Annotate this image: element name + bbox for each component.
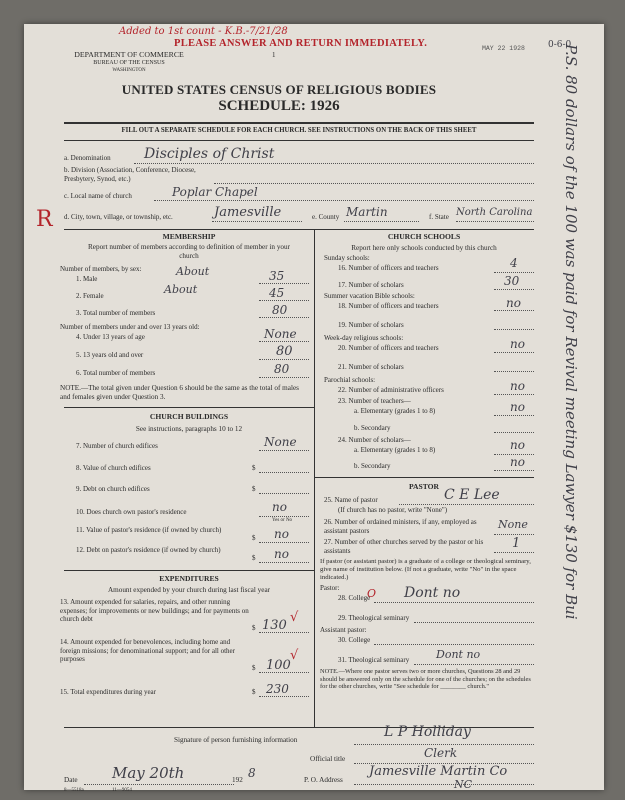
q24a-value: no	[510, 438, 525, 452]
schools-title: CHURCH SCHOOLS	[387, 232, 461, 241]
q11-dollar: $	[252, 534, 256, 542]
q14-label: 14. Amount expended for benevolences, including home and foreign missions; for denominational support; and for all other purposes	[60, 638, 235, 663]
q14-value: 100	[266, 658, 291, 673]
po-address-label: P. O. Address	[304, 776, 343, 784]
margin-r-mark: R	[36, 207, 53, 232]
q13-label: 13. Amount expended for salaries, repairs, and other running expenses; for improvements or new buildings; and for payments on church debt	[60, 598, 249, 623]
q17-value: 30	[504, 274, 520, 288]
q29-label: 29. Theological seminary	[338, 614, 410, 622]
form-number-2: 11—9054	[112, 788, 132, 793]
please-answer-header: PLEASE ANSWER AND RETURN IMMEDIATELY.	[174, 38, 428, 49]
schools-intro: Report here only schools conducted by this church	[351, 244, 497, 252]
denomination-value: Disciples of Christ	[144, 146, 275, 162]
official-title-value: Clerk	[424, 746, 458, 760]
q23a-value: no	[510, 400, 525, 414]
signature-label: Signature of person furnishing information	[174, 736, 298, 744]
q22-label: 22. Number of administrative officers	[338, 386, 444, 394]
q29-line	[414, 622, 534, 623]
q1-about-note: About	[176, 265, 210, 278]
q18-label: 18. Number of officers and teachers	[338, 302, 439, 310]
q31-label: 31. Theological seminary	[338, 656, 410, 664]
q24b-label: b. Secondary	[354, 462, 391, 470]
year-value: 8	[248, 766, 256, 780]
q30-line	[374, 644, 534, 645]
department-block	[64, 51, 194, 75]
state-line	[456, 221, 534, 222]
local-name-label: c. Local name of church	[64, 192, 132, 200]
q15-value: 230	[266, 682, 289, 696]
q17-line	[494, 289, 534, 290]
pastor-note: NOTE.—Where one pastor serves two or more churches, Questions 28 and 29 should be answered only on the schedule for one of the churches; on the schedules for the other churches, write "See schedule for ________ church."	[320, 668, 531, 690]
q25-note: (If church has no pastor, write "None")	[338, 506, 448, 514]
q23-label: 23. Number of teachers—	[338, 397, 411, 405]
corner-code: 0-6-0	[548, 40, 572, 50]
q6-total-label: 6. Total number of members	[76, 369, 156, 377]
q18-line	[494, 310, 534, 311]
q31-value: Dont no	[436, 648, 481, 661]
city-label: d. City, town, village, or township, etc.	[64, 213, 173, 221]
q23b-line	[494, 432, 534, 433]
state-value: North Carolina	[456, 207, 533, 218]
parochial-schools-label: Parochial schools:	[324, 376, 376, 384]
assistant-pastor-sublabel: Assistant pastor:	[320, 626, 367, 634]
q8-line	[259, 472, 309, 473]
official-title-label: Official title	[310, 755, 346, 763]
q6-total-value: 80	[274, 362, 290, 376]
q5-over13-value: 80	[276, 344, 293, 359]
q3-total-label: 3. Total number of members	[76, 309, 156, 317]
form-number: 8—5518a	[64, 788, 84, 793]
q13-dollar: $	[252, 624, 256, 632]
q23b-label: b. Secondary	[354, 424, 391, 432]
expenditures-intro: Amount expended by your church during last fiscal year	[107, 586, 271, 594]
q12-label: 12. Debt on pastor's residence (if owned by church)	[76, 546, 221, 554]
q24b-value: no	[510, 455, 525, 469]
received-date-stamp: MAY 22 1928	[482, 45, 525, 52]
membership-title: MEMBERSHIP	[162, 232, 216, 241]
city-value: Jamesville	[214, 205, 282, 220]
county-line	[344, 221, 419, 222]
local-name-value: Poplar Chapel	[172, 185, 258, 199]
q24b-line	[494, 470, 534, 471]
q24-label: 24. Number of scholars—	[338, 436, 411, 444]
q30-label: 30. College	[338, 636, 371, 644]
q4-under13-value: None	[264, 327, 297, 341]
county-label: e. County	[312, 213, 340, 221]
q27-line	[494, 552, 534, 553]
q11-label: 11. Value of pastor's residence (if owned by church)	[76, 526, 222, 534]
q1-male-label: 1. Male	[76, 275, 98, 283]
form-title: UNITED STATES CENSUS OF RELIGIOUS BODIES	[121, 82, 437, 97]
q13-red-tick: √	[290, 610, 299, 625]
q15-dollar: $	[252, 688, 256, 696]
q15-line	[259, 696, 309, 697]
q7-line	[259, 450, 309, 451]
q5-over13-label: 5. 13 years old and over	[76, 351, 144, 359]
q10-label: 10. Does church own pastor's residence	[76, 508, 187, 516]
q11-value: no	[274, 527, 289, 541]
q25-pastor-name: C E Lee	[444, 487, 500, 503]
q28-value: Dont no	[404, 585, 461, 601]
q3-total-value: 80	[272, 303, 288, 317]
q18-value: no	[506, 296, 521, 310]
signature-value: L P Holliday	[384, 724, 471, 740]
q10-line	[259, 516, 309, 517]
q20-label: 20. Number of officers and teachers	[338, 344, 439, 352]
q26-value: None	[498, 518, 528, 531]
q23a-line	[494, 415, 534, 416]
q7-label: 7. Number of church edifices	[76, 442, 158, 450]
buildings-title: CHURCH BUILDINGS	[149, 412, 229, 421]
q23a-label: a. Elementary (grades 1 to 8)	[354, 407, 436, 415]
q6-line	[259, 377, 309, 378]
q21-label: 21. Number of scholars	[338, 363, 404, 371]
added-count-note: Added to 1st count - K.B.-7/21/28	[119, 26, 288, 37]
q9-label: 9. Debt on church edifices	[76, 485, 150, 493]
q2-line	[259, 300, 309, 301]
year-prefix: 192	[232, 776, 243, 784]
denomination-label: a. Denomination	[64, 154, 111, 162]
separate-schedule-instruction: FILL OUT A SEPARATE SCHEDULE FOR EACH CHURCH. SEE INSTRUCTIONS ON THE BACK OF THIS SHEET	[121, 127, 477, 134]
q16-line	[494, 272, 534, 273]
form-subtitle: SCHEDULE: 1926	[218, 98, 340, 114]
q1-line	[259, 283, 309, 284]
division-label: b. Division (Association, Conference, Diocese, Presbytery, Synod, etc.)	[64, 166, 196, 183]
q2-female-label: 2. Female	[76, 292, 104, 300]
q14-red-tick: √	[290, 648, 299, 663]
q28-label: 28. College	[338, 594, 371, 602]
po-address-value: Jamesville Martin Co	[369, 764, 508, 779]
po-address-line	[354, 784, 534, 785]
q15-label: 15. Total expenditures during year	[60, 688, 156, 696]
graduate-note: If pastor (or assistant pastor) is a graduate of a college or theological seminary, give name of institution below. (If not a graduate, write "No" in the space indicated.)	[320, 558, 531, 581]
date-value: May 20th	[112, 764, 185, 782]
division-line	[214, 183, 534, 184]
q20-line	[494, 352, 534, 353]
date-line	[84, 784, 234, 785]
q28-red-mark: O	[367, 587, 377, 600]
q24a-label: a. Elementary (grades 1 to 8)	[354, 446, 436, 454]
q4-under13-label: 4. Under 13 years of age	[76, 333, 145, 341]
expenditures-title: EXPENDITURES	[159, 574, 219, 583]
pastor-sublabel: Pastor:	[320, 584, 340, 592]
pastor-title: PASTOR	[408, 482, 440, 491]
page-marker: 1	[272, 51, 276, 59]
q21-line	[494, 371, 534, 372]
q8-dollar: $	[252, 464, 256, 472]
q12-dollar: $	[252, 554, 256, 562]
yes-no-caption: Yes or No	[272, 518, 293, 523]
q16-label: 16. Number of officers and teachers	[338, 264, 439, 272]
city-line	[212, 221, 302, 222]
date-label: Date	[64, 776, 78, 784]
q19-line	[494, 329, 534, 330]
sunday-schools-label: Sunday schools:	[324, 254, 370, 262]
q25-line	[399, 504, 534, 505]
q2-about-note: About	[164, 283, 198, 296]
census-schedule-page	[24, 24, 604, 793]
signature-line	[354, 744, 534, 745]
q26-label: 26. Number of ordained ministers, if any, employed as assistant pastors	[324, 518, 477, 535]
q25-label: 25. Name of pastor	[324, 496, 378, 504]
q11-line	[259, 542, 309, 543]
q20-value: no	[510, 337, 525, 351]
q31-line	[414, 664, 534, 665]
q3-line	[259, 317, 309, 318]
po-address-state: NC	[454, 778, 473, 791]
summer-schools-label: Summer vacation Bible schools:	[324, 292, 415, 300]
q28-line	[374, 602, 534, 603]
q9-line	[259, 493, 309, 494]
q2-female-value: 45	[269, 286, 285, 300]
q14-dollar: $	[252, 664, 256, 672]
side-handwritten-note: P.S. 80 dollars of the 100 was paid for Revival meeting Lawyer $130 for Bui	[562, 44, 580, 620]
buildings-intro: See instructions, paragraphs 10 to 12	[135, 425, 243, 433]
q27-label: 27. Number of other churches served by the pastor or his assistants	[324, 538, 484, 555]
q16-value: 4	[510, 256, 518, 270]
q8-label: 8. Value of church edifices	[76, 464, 151, 472]
q10-value: no	[272, 500, 287, 514]
q17-label: 17. Number of scholars	[338, 281, 404, 289]
local-name-line	[154, 200, 534, 201]
membership-intro: Report number of members according to definition of member in your church	[88, 243, 290, 260]
q5-line	[259, 359, 309, 360]
q27-value: 1	[512, 536, 521, 551]
age-intro-label: Number of members under and over 13 years old:	[60, 323, 200, 331]
q1-male-value: 35	[269, 269, 285, 283]
department-name: DEPARTMENT OF COMMERCE	[74, 50, 184, 59]
membership-note: NOTE.—The total given under Question 6 should be the same as the total of males and females given under Question 3.	[60, 384, 299, 401]
q26-line	[494, 534, 534, 535]
weekday-schools-label: Week-day religious schools:	[324, 334, 404, 342]
q13-value: 130	[262, 618, 287, 633]
q22-value: no	[510, 379, 525, 393]
q22-line	[494, 394, 534, 395]
city-name: WASHINGTON	[112, 68, 146, 73]
denomination-line	[134, 163, 534, 164]
state-label: f. State	[429, 213, 449, 221]
bureau-name: BUREAU OF THE CENSUS	[93, 60, 165, 66]
members-by-sex-label: Number of members, by sex:	[60, 265, 142, 273]
q4-line	[259, 341, 309, 342]
q12-value: no	[274, 547, 289, 561]
q12-line	[259, 562, 309, 563]
q9-dollar: $	[252, 485, 256, 493]
county-value: Martin	[346, 205, 388, 219]
q19-label: 19. Number of scholars	[338, 321, 404, 329]
q7-value: None	[264, 435, 297, 449]
